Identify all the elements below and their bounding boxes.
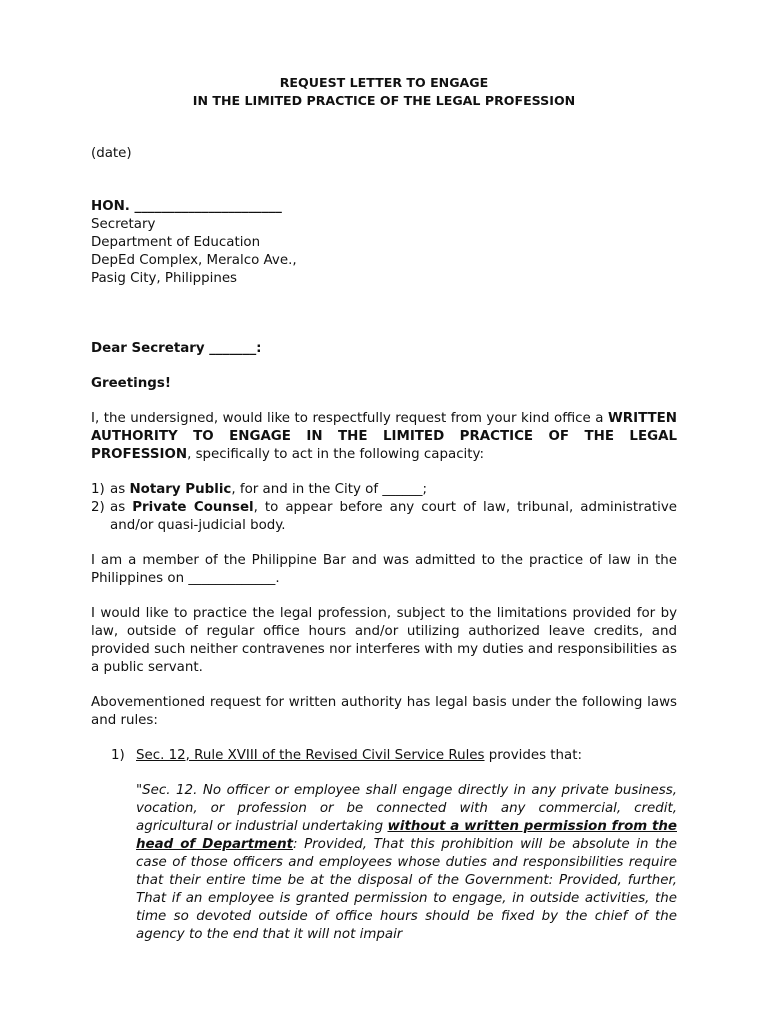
request-text-start: I, the undersigned, would like to respectfully request from your kind office a [91,411,608,426]
addressee-line-2: Department of Education [91,235,261,250]
addressee-hon: HON. ______________________ [91,199,282,214]
list-item [91,481,677,499]
title-line-2: IN THE LIMITED PRACTICE OF THE LEGAL PROFESSION [192,93,576,108]
letter-page [91,74,677,944]
date-line: (date) [91,146,132,161]
practice-paragraph: I would like to practice the legal profession, subject to the limitations provided for by law, outside of regular office hours and/or utilizing authorized leave credits, and provided such neither contravenes nor interferes with my duties and responsibilities as a public servant. [91,606,677,675]
quote-emphasis: without a written permission from the head of Department [136,819,677,852]
quote-text-end: : Provided, That this prohibition will be absolute in the case of those officers and employees whose duties and responsibilities require that their entire time be at the disposal of the Government: Provided, further, That if an employee is granted permission to engage, in outside activities, the time so devoted outside of office hours should be fixed by the chief of the agency to the end that it will not impair [136,837,677,942]
quoted-rule [136,782,677,944]
civil-service-rule-reference: Sec. 12, Rule XVIII of the Revised Civil Service Rules [136,748,485,763]
capacity-notary-public: Notary Public [129,482,232,497]
salutation: Dear Secretary _______: [91,341,262,356]
request-paragraph [91,410,677,464]
list-text: as [110,482,130,497]
quote-text-start: "Sec. 12. No officer or employee shall engage directly in any private business, vocation, or profession or be connected with any commercial, credit, agricultural or industrial undertaking [136,783,677,834]
addressee-line-1: Secretary [91,217,156,232]
addressee-line-3: DepEd Complex, Meralco Ave., [91,253,297,268]
request-text-end: , specifically to act in the following capacity: [187,447,484,462]
list-item [91,499,677,535]
list-text: , for and in the City of ______; [231,482,428,497]
addressee-line-4: Pasig City, Philippines [91,271,238,286]
capacity-private-counsel: Private Counsel [132,500,254,515]
title-line-1: REQUEST LETTER TO ENGAGE [279,75,489,90]
list-number: 1) [91,482,105,497]
greeting: Greetings! [91,376,171,391]
legal-basis-intro: Abovementioned request for written authority has legal basis under the following laws and rules: [91,695,677,728]
list-number: 2) [91,500,105,515]
list-text: , to appear before any court of law, tribunal, administrative and/or quasi-judicial body. [110,500,678,533]
addressee-block [91,198,677,288]
bar-membership-paragraph: I am a member of the Philippine Bar and was admitted to the practice of law in the Philippines on _____________. [91,553,677,586]
list-text: provides that: [484,748,583,763]
list-text: as [110,500,133,515]
capacity-list [91,481,677,535]
request-authority-bold: WRITTEN AUTHORITY TO ENGAGE IN THE LIMITED PRACTICE OF THE LEGAL PROFESSION [91,411,677,462]
legal-basis-item [91,747,677,765]
list-number: 1) [111,748,125,763]
